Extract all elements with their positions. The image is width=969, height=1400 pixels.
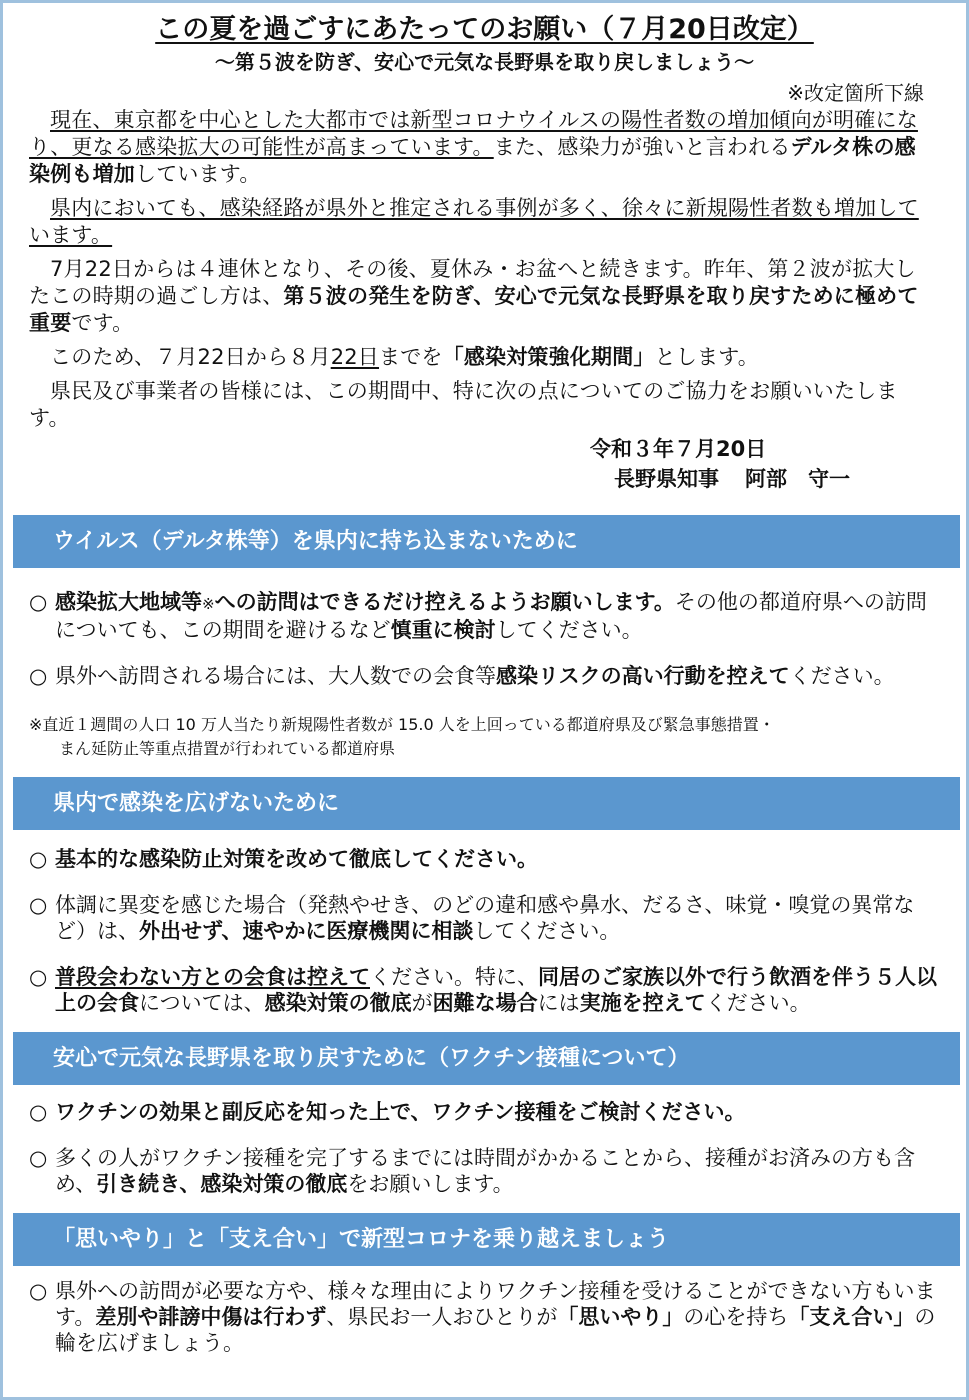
section-heading: 県内で感染を広げないために xyxy=(13,777,960,830)
footnote-line: まん延防止等重点措置が行われている都道府県 xyxy=(59,739,396,758)
section-heading: 「思いやり」と「支え合い」で新型コロナを乗り越えましょう xyxy=(13,1213,960,1266)
signature-name: 阿部 守一 xyxy=(745,467,850,491)
list-item: ○ ワクチンの効果と副反応を知った上で、ワクチン接種をご検討ください。 xyxy=(29,1100,746,1124)
footnote xyxy=(3,713,966,761)
signature xyxy=(590,434,966,494)
signature-author xyxy=(614,464,966,494)
revision-note: ※改定箇所下線 xyxy=(787,81,924,105)
circle-bullet-icon: ○ xyxy=(29,590,48,614)
circle-bullet-icon: ○ xyxy=(29,965,48,989)
intro-paragraph: 県民及び事業者の皆様には、この期間中、特に次の点についてのご協力をお願いいたします。 xyxy=(29,379,898,430)
intro-paragraph: 県内においても、感染経路が県外と推定される事例が多く、徐々に新規陽性者数も増加しています。 xyxy=(29,196,919,247)
circle-bullet-icon: ○ xyxy=(29,664,48,688)
circle-bullet-icon: ○ xyxy=(29,847,48,871)
intro-paragraph: 現在、東京都を中心とした大都市では新型コロナウイルスの陽性者数の増加傾向が明確になり、更なる感染拡大の可能性が高まっています。また、感染力が強いと言われるデルタ株の感染例も増加しています。 xyxy=(29,108,918,186)
footnote-line: ※直近１週間の人口 10 万人当たり新規陽性者数が 15.0 人を上回っている都道府県及び緊急事態措置・ xyxy=(29,715,775,734)
list-item: ○ 感染拡大地域等※への訪問はできるだけ控えるようお願いします。その他の都道府県への訪問についても、この期間を避けるなど慎重に検討してください。 xyxy=(29,590,927,642)
list-item: ○ 体調に異変を感じた場合（発熱やせき、のどの違和感や鼻水、だるさ、味覚・嗅覚の異常など）は、外出せず、速やかに医療機関に相談してください。 xyxy=(29,893,915,943)
list-item: ○ 県外への訪問が必要な方や、様々な理由によりワクチン接種を受けることができない方もいます。差別や誹謗中傷は行わず、県民お一人おひとりが「思いやり」の心を持ち「支え合い」の輪を広げましょう。 xyxy=(29,1279,936,1355)
circle-bullet-icon: ○ xyxy=(29,893,48,917)
list-item: ○ 普段会わない方との会食は控えてください。特に、同居のご家族以外で行う飲酒を伴う５人以上の会食については、感染対策の徹底が困難な場合には実施を控えてください。 xyxy=(29,965,937,1015)
section-heading: 安心で元気な長野県を取り戻すために（ワクチン接種について） xyxy=(13,1032,960,1085)
intro-paragraph: 7月22日からは４連休となり、その後、夏休み・お盆へと続きます。昨年、第２波が拡大したこの時期の過ごし方は、第５波の発生を防ぎ、安心で元気な長野県を取り戻すために極めて重要です。 xyxy=(29,257,919,335)
list-item: ○ 県外へ訪問される場合には、大人数での会食等感染リスクの高い行動を控えてください。 xyxy=(29,664,895,688)
signature-title: 長野県知事 xyxy=(614,467,719,491)
signature-date: 令和３年７月20日 xyxy=(590,437,767,461)
list-item: ○ 多くの人がワクチン接種を完了するまでには時間がかかることから、接種がお済みの方も含め、引き続き、感染対策の徹底をお願いします。 xyxy=(29,1146,915,1196)
list-item: ○ 基本的な感染防止対策を改めて徹底してください。 xyxy=(29,847,538,871)
intro-paragraph: このため、７月22日から８月22日までを「感染対策強化期間」とします。 xyxy=(50,345,759,369)
page-subtitle: ～第５波を防ぎ、安心で元気な長野県を取り戻しましょう～ xyxy=(214,50,755,74)
circle-bullet-icon: ○ xyxy=(29,1146,48,1170)
section-heading: ウイルス（デルタ株等）を県内に持ち込まないために xyxy=(13,515,960,568)
circle-bullet-icon: ○ xyxy=(29,1100,48,1124)
circle-bullet-icon: ○ xyxy=(29,1279,48,1303)
intro-section xyxy=(3,107,966,432)
page-title: この夏を過ごすにあたってのお願い（７月20日改定） xyxy=(155,14,814,45)
